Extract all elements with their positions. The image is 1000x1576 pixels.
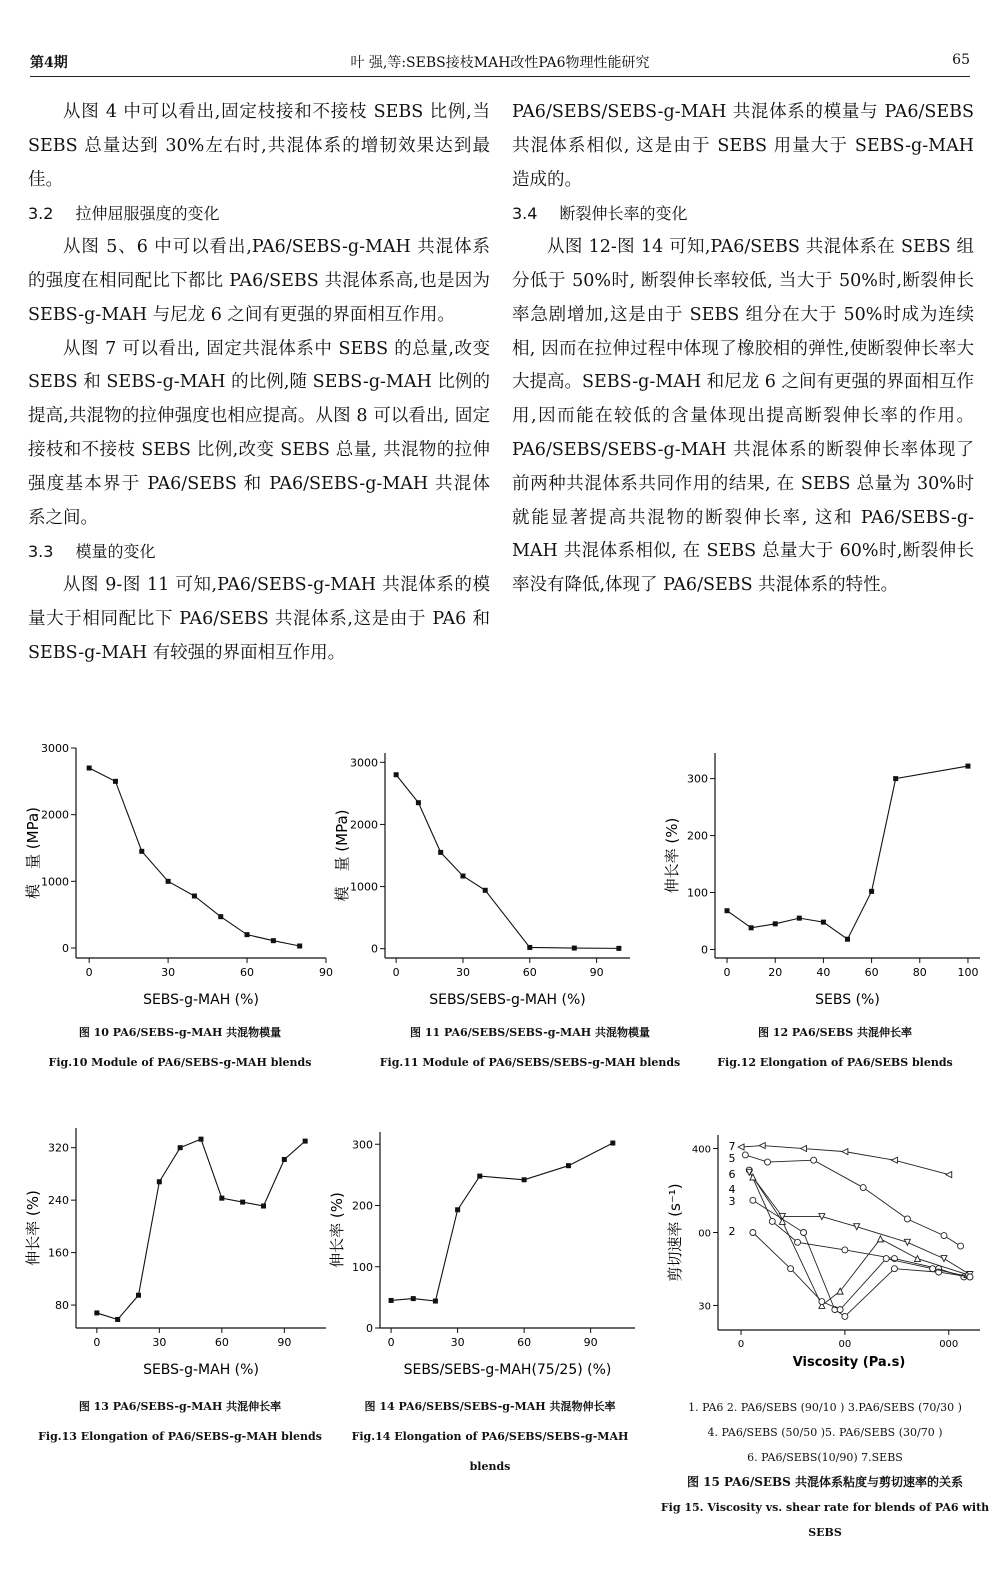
data-point [749,925,754,930]
caption-cn: 图 11 PA6/SEBS/SEBS-g-MAH 共混物模量 [410,1026,650,1039]
data-point [245,932,250,937]
x-tick-label: 80 [912,966,927,979]
x-tick-label: 30 [152,1336,167,1349]
y-tick-label: 300 [687,772,708,786]
y-tick-label: 240 [48,1194,69,1208]
x-tick-label: 40 [816,966,831,979]
left-column [28,96,490,671]
caption-cn: 图 13 PA6/SEBS-g-MAH 共混伸长率 [78,1400,282,1413]
page-number: 65 [952,52,970,68]
curve-label: 5 [728,1152,736,1165]
y-tick-label: 3000 [41,742,69,755]
data-point [219,1196,224,1201]
legend-line: 1. PA6 2. PA6/SEBS (90/10 ) 3.PA6/SEBS (70/30 ) [688,1401,962,1414]
y-tick-label: 30 [698,1301,711,1313]
data-point [842,1247,848,1253]
y-axis-label: 剪切速率 (s⁻¹) [666,1183,684,1282]
data-line [727,766,968,939]
y-axis-label: 伸长率 (%) [328,1192,346,1268]
x-axis-label: SEBS-g-MAH (%) [143,992,259,1008]
paragraph: 从图 9-图 11 可知,PA6/SEBS-g-MAH 共混体系的模量大于相同配比下 PA6/SEBS 共混体系,这是由于 PA6 和 SEBS-g-MAH 有较强的界面相互作用。 [28,575,490,663]
data-point [914,1256,920,1262]
running-header [30,50,970,77]
x-tick-label: 0 [387,1336,395,1349]
y-tick-label: 300 [352,1138,373,1152]
y-axis-label: 模 量 (MPa) [24,807,42,899]
x-tick-label: 000 [939,1339,959,1350]
section-number: 3.3 [28,542,54,562]
data-point [297,944,302,949]
y-tick-label: 2000 [350,818,378,832]
data-point [967,1274,973,1280]
data-point [869,889,874,894]
data-point [527,945,532,950]
caption-cn: 图 14 PA6/SEBS/SEBS-g-MAH 共混物伸长率 [364,1400,616,1413]
y-tick-label: 320 [48,1141,69,1155]
data-point [192,894,197,899]
x-tick-label: 90 [319,966,333,979]
data-point [773,921,778,926]
caption-en: Fig.10 Module of PA6/SEBS-g-MAH blends [48,1056,312,1069]
y-tick-label: 100 [352,1260,373,1274]
section-title: 拉伸屈服强度的变化 [75,204,220,224]
y-tick-label: 80 [55,1299,69,1313]
x-axis-label: SEBS (%) [815,992,880,1008]
data-point [157,1179,162,1184]
data-point [819,1299,825,1305]
data-line [391,1143,613,1301]
y-tick-label: 400 [691,1144,711,1156]
data-point [893,776,898,781]
data-point [566,1163,571,1168]
data-point [416,800,421,805]
x-axis-label: SEBS/SEBS-g-MAH(75/25) (%) [403,1362,612,1378]
data-point [877,1236,883,1242]
y-tick-label: 0 [701,943,708,957]
data-point [965,764,970,769]
data-point [797,916,802,921]
data-point [904,1216,910,1222]
y-axis-label: 伸长率 (%) [24,1190,42,1266]
x-tick-label: 60 [240,966,255,979]
data-point [389,1298,394,1303]
data-point [788,1266,794,1272]
section-heading-3-3 [28,535,490,569]
data-point [572,946,577,951]
data-point [750,1197,756,1203]
issue-number: 第4期 [30,55,68,71]
data-point [433,1299,438,1304]
curve-label: 6 [728,1168,736,1181]
y-axis-label: 模 量 (MPa) [333,809,351,902]
data-point [178,1145,183,1150]
x-tick-label: 0 [723,966,731,979]
paragraph: 从图 5、6 中可以看出,PA6/SEBS-g-MAH 共混体系的强度在相同配比下都比 PA6/SEBS 共混体系高,也是因为 SEBS-g-MAH 与尼龙 6 之间有更强的界面相互作用。 [28,237,490,325]
legend-line: 6. PA6/SEBS(10/90) 7.SEBS [747,1451,903,1464]
data-point [725,908,730,913]
section-number: 3.2 [28,204,54,224]
caption-en: Fig 15. Viscosity vs. shear rate for blends of PA6 with SEBS [660,1501,990,1539]
figure-13-caption [20,1392,340,1452]
article-title: 叶 强,等:SEBS接枝MAH改性PA6物理性能研究 [350,55,650,71]
data-point [240,1200,245,1205]
data-point [821,920,826,925]
data-point [769,1218,775,1224]
data-point [750,1230,756,1236]
paragraph: PA6/SEBS/SEBS-g-MAH 共混体系的模量与 PA6/SEBS 共混体系相似, 这是由于 SEBS 用量大于 SEBS-g-MAH 造成的。 [512,102,974,190]
x-tick-label: 20 [768,966,783,979]
data-point [742,1152,748,1158]
y-axis-label: 伸长率 (%) [663,817,681,894]
y-tick-label: 00 [698,1228,711,1240]
y-tick-label: 0 [62,942,69,955]
section-heading-3-4 [512,197,974,231]
data-point [136,1293,141,1298]
data-point [199,1137,204,1142]
x-tick-label: 60 [522,966,537,979]
data-point [282,1157,287,1162]
data-point [946,1172,952,1178]
caption-en: Fig.13 Elongation of PA6/SEBS-g-MAH blends [38,1430,322,1443]
y-tick-label: 200 [687,829,708,843]
y-tick-label: 200 [352,1199,373,1213]
x-axis-label: SEBS-g-MAH (%) [143,1362,259,1378]
paragraph: 从图 12-图 14 可知,PA6/SEBS 共混体系在 SEBS 组分低于 50%时, 断裂伸长率较低, 当大于 50%时,断裂伸长率急剧增加,这是由于 SEBS 组分在大于 50%时成为连续相, 因而在拉伸过程中体现了橡胶相的弹性,使断裂伸长率大大提高。SEBS-g-MAH 和尼龙 6 之间有更强的界面相互作用,因而能在较低的含量体现出提高断裂伸长率的作用。PA6/SEBS/SEBS-g-MAH 共混体系的断裂伸长率体现了前两种共混体系共同作用的结果, 在 SEBS 总量为 30%时就能显著提高共混物的断裂伸长率, 这和 PA6/SEBS-g-MAH 共混体系相似, 在 SEBS 总量大于 60%时,断裂伸长率没有降低,体现了 PA6/SEBS 共混体系的特性。 [512,237,974,596]
x-tick-label: 00 [838,1339,852,1350]
caption-en: Fig.11 Module of PA6/SEBS/SEBS-g-MAH blends [379,1056,681,1069]
figure-14-chart [330,1120,650,1380]
x-tick-label: 90 [583,1336,598,1349]
data-point [460,874,465,879]
right-column [512,96,974,603]
data-line [97,1139,305,1319]
x-tick-label: 60 [864,966,879,979]
figure-10-chart [24,738,333,1018]
figure-11-caption [370,1018,690,1078]
data-point [883,1256,889,1262]
data-point [522,1177,527,1182]
data-point [930,1266,936,1272]
caption-cn: 图 15 PA6/SEBS 共混体系粘度与剪切速率的关系 [686,1475,964,1489]
data-point [87,766,92,771]
x-tick-label: 0 [93,1336,101,1349]
caption-en: Fig.12 Elongation of PA6/SEBS blends [717,1056,953,1069]
x-tick-label: 30 [161,966,176,979]
y-tick-label: 3000 [350,756,378,770]
legend-line: 4. PA6/SEBS (50/50 )5. PA6/SEBS (30/70 ) [707,1426,943,1439]
data-point [738,1144,744,1150]
data-point [411,1296,416,1301]
data-point [904,1239,910,1245]
data-point [113,779,118,784]
paragraph: 从图 7 可以看出, 固定共混体系中 SEBS 的总量,改变 SEBS 和 SEBS-g-MAH 的比例,随 SEBS-g-MAH 比例的提高,共混物的拉伸强度也相应提高。从图 8 可以看出, 固定接枝和不接枝 SEBS 比例,改变 SEBS 总量, 共混物的拉伸强度基本界于 PA6/SEBS 和 PA6/SEBS-g-MAH 共混体系之间。 [28,338,490,528]
data-point [891,1157,897,1163]
data-point [438,850,443,855]
x-tick-label: 0 [737,1339,745,1350]
data-point [795,1239,801,1245]
x-tick-label: 100 [957,966,979,979]
figure-13-chart [20,1120,330,1380]
series-line [753,1177,967,1305]
paragraph: 从图 4 中可以看出,固定枝接和不接枝 SEBS 比例,当 SEBS 总量达到 30%左右时,共混体系的增韧效果达到最佳。 [28,102,490,190]
x-tick-label: 90 [277,1336,292,1349]
figure-14-caption [330,1392,650,1482]
data-point [94,1310,99,1315]
data-point [801,1230,807,1236]
data-point [394,772,399,777]
data-point [115,1317,120,1322]
y-tick-label: 2000 [41,808,69,822]
data-point [759,1143,765,1149]
figure-11-chart [330,738,660,1018]
data-point [616,946,621,951]
x-axis-label: SEBS/SEBS-g-MAH (%) [429,992,586,1008]
data-point [455,1207,460,1212]
caption-en: Fig.14 Elongation of PA6/SEBS/SEBS-g-MAH blends [351,1430,629,1473]
y-tick-label: 100 [687,886,708,900]
data-point [765,1159,771,1165]
y-tick-label: 0 [371,942,378,956]
curve-label: 2 [728,1225,736,1238]
data-point [218,914,223,919]
series-line [753,1200,970,1316]
data-point [477,1174,482,1179]
figure-10-caption [20,1018,340,1078]
curve-label: 7 [728,1140,736,1153]
x-tick-label: 30 [455,966,470,979]
data-point [941,1233,947,1239]
data-point [801,1146,807,1152]
data-point [811,1157,817,1163]
series-line [745,1155,960,1246]
data-point [483,888,488,893]
curve-label: 3 [728,1195,736,1208]
data-point [610,1141,615,1146]
x-tick-label: 30 [450,1336,465,1349]
data-point [842,1149,848,1155]
data-point [303,1139,308,1144]
data-point [261,1204,266,1209]
x-tick-label: 0 [392,966,400,979]
section-number: 3.4 [512,204,538,224]
data-point [271,938,276,943]
data-point [166,879,171,884]
curve-label: 4 [728,1183,736,1196]
data-point [860,1185,866,1191]
caption-cn: 图 10 PA6/SEBS-g-MAH 共混物模量 [78,1026,282,1039]
x-tick-label: 0 [85,966,93,979]
x-tick-label: 60 [517,1336,532,1349]
section-heading-3-2 [28,197,490,231]
y-tick-label: 0 [366,1322,373,1335]
data-point [837,1307,843,1313]
figure-15-chart [660,1120,990,1380]
y-tick-label: 1000 [41,875,69,889]
data-point [139,849,144,854]
data-point [891,1266,897,1272]
x-axis-label: Viscosity (Pa.s) [792,1355,906,1370]
x-tick-label: 90 [589,966,604,979]
section-title: 模量的变化 [75,542,156,562]
data-point [958,1243,964,1249]
data-line [396,775,619,949]
figure-15-legend [660,1395,990,1545]
x-tick-label: 60 [214,1336,229,1349]
data-point [842,1313,848,1319]
y-tick-label: 160 [48,1246,69,1260]
figure-12-caption [685,1018,985,1078]
data-point [941,1256,947,1262]
data-line [89,768,300,946]
data-point [854,1224,860,1230]
caption-cn: 图 12 PA6/SEBS 共混伸长率 [757,1026,913,1039]
section-title: 断裂伸长率的变化 [559,204,688,224]
y-tick-label: 1000 [350,880,378,894]
figure-12-chart [660,738,990,1018]
data-point [845,937,850,942]
